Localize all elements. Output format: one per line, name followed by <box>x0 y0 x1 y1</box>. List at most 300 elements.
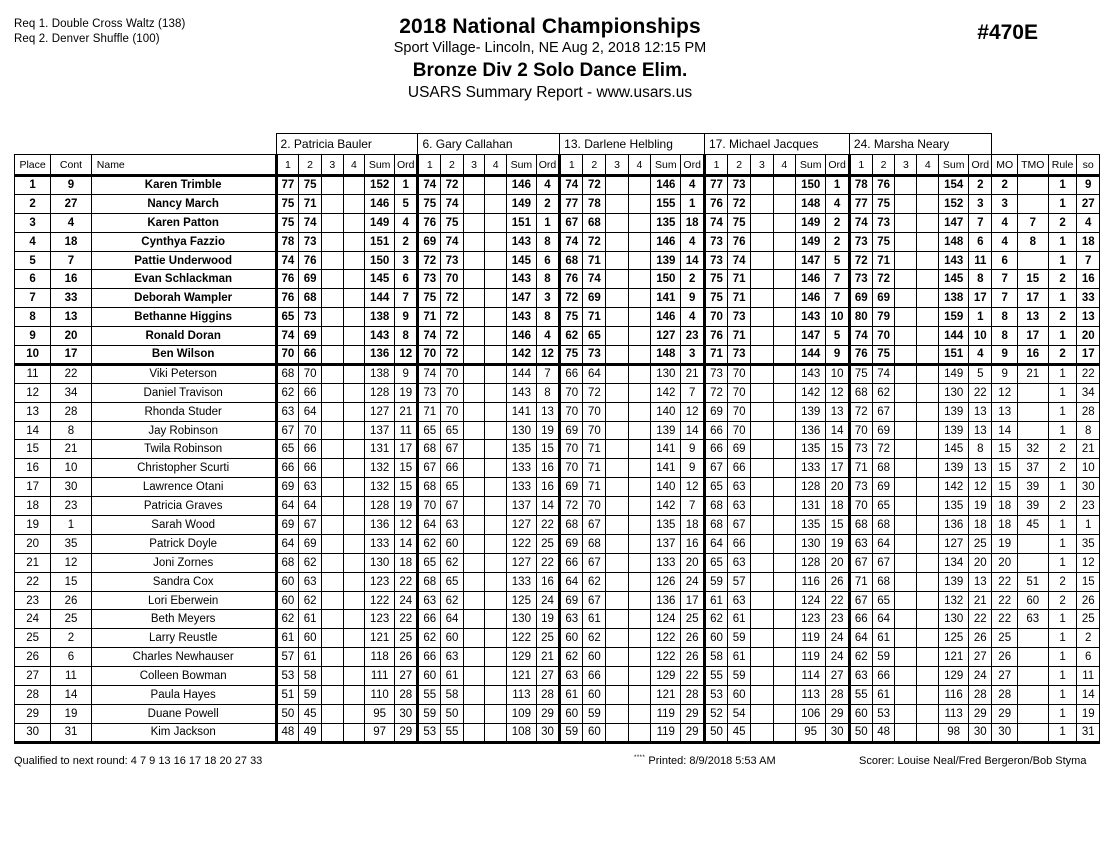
row-j2-s1: 62 <box>560 648 583 667</box>
row-j2-sum: 146 <box>651 176 681 195</box>
row-j0-s1: 70 <box>276 346 299 365</box>
row-j1-sum: 121 <box>506 667 536 686</box>
row-name: Nancy March <box>91 194 276 213</box>
row-j0-ord: 28 <box>395 686 418 705</box>
row-j1-s2: 75 <box>441 213 464 232</box>
row-place: 23 <box>15 591 51 610</box>
col-header-j4-1: 1 <box>849 155 872 176</box>
row-j3-s2: 73 <box>728 176 751 195</box>
table-row[interactable] <box>15 516 1100 535</box>
row-j1-s2: 63 <box>441 648 464 667</box>
row-j0-s1: 67 <box>276 421 299 440</box>
row-j1-s1: 68 <box>418 572 441 591</box>
row-j3-s2: 70 <box>728 421 751 440</box>
event-number: #470E <box>977 21 1038 44</box>
row-name: Ben Wilson <box>91 346 276 365</box>
row-j3-s4 <box>773 194 795 213</box>
row-j0-s4 <box>343 572 365 591</box>
row-cont: 13 <box>51 308 92 327</box>
row-j0-s4 <box>343 232 365 251</box>
row-j4-sum: 134 <box>939 553 969 572</box>
row-j0-sum: 128 <box>365 383 395 402</box>
row-j2-s4 <box>628 176 650 195</box>
row-j0-ord: 27 <box>395 667 418 686</box>
col-header-place: Place <box>15 155 51 176</box>
row-j4-sum: 139 <box>939 572 969 591</box>
row-j3-s4 <box>773 591 795 610</box>
row-j0-sum: 143 <box>365 327 395 346</box>
table-row[interactable] <box>15 213 1100 232</box>
col-header-j4-sum: Sum <box>939 155 969 176</box>
row-j0-s3 <box>321 686 343 705</box>
row-mo: 27 <box>992 667 1017 686</box>
judge-band-spacer <box>1017 134 1048 155</box>
row-tmo: 21 <box>1017 364 1048 383</box>
row-j0-s4 <box>343 327 365 346</box>
row-j2-s4 <box>628 686 650 705</box>
table-row[interactable] <box>15 364 1100 383</box>
row-name: Twila Robinson <box>91 440 276 459</box>
row-place: 12 <box>15 383 51 402</box>
row-j2-sum: 119 <box>651 704 681 723</box>
row-j1-ord: 8 <box>536 308 559 327</box>
table-row[interactable] <box>15 478 1100 497</box>
row-j1-s1: 71 <box>418 402 441 421</box>
row-j3-s4 <box>773 686 795 705</box>
scorer-credits: Scorer: Louise Neal/Fred Bergeron/Bob Styma <box>859 755 1087 767</box>
row-j4-s3 <box>895 459 917 478</box>
row-j1-s3 <box>463 327 485 346</box>
row-name: Sarah Wood <box>91 516 276 535</box>
row-j4-s2: 68 <box>872 516 895 535</box>
judge-header-2: 13. Darlene Helbling <box>560 134 705 155</box>
row-j4-s2: 61 <box>872 629 895 648</box>
row-cont: 16 <box>51 270 92 289</box>
row-j1-s3 <box>463 553 485 572</box>
row-j3-s2: 59 <box>728 667 751 686</box>
row-j2-s1: 72 <box>560 289 583 308</box>
row-j3-ord: 4 <box>826 194 850 213</box>
row-j1-ord: 16 <box>536 459 559 478</box>
row-place: 6 <box>15 270 51 289</box>
row-cont: 26 <box>51 591 92 610</box>
row-j1-s2: 62 <box>441 591 464 610</box>
row-j0-s4 <box>343 194 365 213</box>
col-header-j2-4: 4 <box>628 155 650 176</box>
row-so: 20 <box>1077 327 1100 346</box>
table-row[interactable] <box>15 591 1100 610</box>
row-j1-s1: 65 <box>418 553 441 572</box>
row-j4-sum: 147 <box>939 213 969 232</box>
row-j3-sum: 130 <box>796 534 826 553</box>
row-j3-s3 <box>751 591 773 610</box>
row-j2-s2: 61 <box>583 610 606 629</box>
row-tmo <box>1017 194 1048 213</box>
row-j4-s2: 75 <box>872 346 895 365</box>
table-row[interactable] <box>15 667 1100 686</box>
row-j4-ord: 13 <box>969 572 992 591</box>
row-j4-ord: 30 <box>969 723 992 742</box>
table-row[interactable] <box>15 610 1100 629</box>
table-row[interactable] <box>15 497 1100 516</box>
row-name: Kim Jackson <box>91 723 276 742</box>
row-j3-sum: 149 <box>796 213 826 232</box>
row-j4-s4 <box>917 327 939 346</box>
table-row[interactable] <box>15 327 1100 346</box>
row-j0-s3 <box>321 478 343 497</box>
row-j3-ord: 5 <box>826 327 850 346</box>
row-j3-ord: 17 <box>826 459 850 478</box>
row-j2-ord: 18 <box>681 516 705 535</box>
table-row[interactable] <box>15 251 1100 270</box>
row-mo: 6 <box>992 251 1017 270</box>
row-j3-ord: 9 <box>826 346 850 365</box>
row-j4-s3 <box>895 402 917 421</box>
row-j3-ord: 10 <box>826 364 850 383</box>
row-j3-s2: 63 <box>728 478 751 497</box>
row-j2-s2: 62 <box>583 572 606 591</box>
row-j1-ord: 7 <box>536 364 559 383</box>
row-j1-s3 <box>463 232 485 251</box>
row-j0-s4 <box>343 667 365 686</box>
row-j2-s1: 60 <box>560 704 583 723</box>
row-j0-ord: 30 <box>395 704 418 723</box>
row-j4-s2: 75 <box>872 232 895 251</box>
table-row[interactable] <box>15 648 1100 667</box>
col-header-j0-1: 1 <box>276 155 299 176</box>
row-j2-s2: 71 <box>583 478 606 497</box>
row-j4-sum: 98 <box>939 723 969 742</box>
row-j2-ord: 7 <box>681 383 705 402</box>
row-j4-s3 <box>895 232 917 251</box>
col-header-j2-ord: Ord <box>681 155 705 176</box>
row-j0-s3 <box>321 667 343 686</box>
row-j3-sum: 149 <box>796 232 826 251</box>
row-j0-s1: 74 <box>276 251 299 270</box>
judge-header-3: 17. Michael Jacques <box>704 134 849 155</box>
row-j2-ord: 23 <box>681 327 705 346</box>
report-subtitle: USARS Summary Report - www.usars.us <box>407 83 693 101</box>
row-j1-ord: 24 <box>536 591 559 610</box>
row-j0-s3 <box>321 648 343 667</box>
row-tmo <box>1017 686 1048 705</box>
row-j1-s2: 65 <box>441 421 464 440</box>
row-j2-ord: 17 <box>681 591 705 610</box>
row-cont: 30 <box>51 478 92 497</box>
row-place: 7 <box>15 289 51 308</box>
row-j1-s2: 58 <box>441 686 464 705</box>
row-j1-s2: 74 <box>441 232 464 251</box>
row-rule: 1 <box>1048 251 1077 270</box>
row-place: 16 <box>15 459 51 478</box>
row-j3-ord: 26 <box>826 572 850 591</box>
row-tmo <box>1017 176 1048 195</box>
row-j3-ord: 15 <box>826 516 850 535</box>
row-j1-s2: 65 <box>441 572 464 591</box>
col-header-j1-3: 3 <box>463 155 485 176</box>
row-j4-s1: 63 <box>849 667 872 686</box>
table-row[interactable] <box>15 270 1100 289</box>
row-j1-s3 <box>463 364 485 383</box>
row-so: 28 <box>1077 402 1100 421</box>
row-j1-s3 <box>463 667 485 686</box>
table-row[interactable] <box>15 553 1100 572</box>
row-j4-s2: 48 <box>872 723 895 742</box>
row-cont: 6 <box>51 648 92 667</box>
row-j1-ord: 13 <box>536 402 559 421</box>
row-j2-sum: 141 <box>651 289 681 308</box>
row-j2-ord: 14 <box>681 421 705 440</box>
row-j3-s3 <box>751 364 773 383</box>
row-mo: 29 <box>992 704 1017 723</box>
row-j2-ord: 28 <box>681 686 705 705</box>
row-j0-ord: 25 <box>395 629 418 648</box>
row-rule: 1 <box>1048 478 1077 497</box>
row-j1-s1: 63 <box>418 591 441 610</box>
row-j3-s4 <box>773 553 795 572</box>
row-place: 24 <box>15 610 51 629</box>
row-j0-sum: 122 <box>365 591 395 610</box>
row-j4-sum: 145 <box>939 270 969 289</box>
row-j0-s4 <box>343 270 365 289</box>
table-row[interactable] <box>15 572 1100 591</box>
row-j2-s2: 70 <box>583 421 606 440</box>
table-row[interactable] <box>15 194 1100 213</box>
row-j4-s4 <box>917 213 939 232</box>
row-j1-sum: 113 <box>506 686 536 705</box>
row-j2-s1: 75 <box>560 346 583 365</box>
row-j3-sum: 95 <box>796 723 826 742</box>
row-tmo <box>1017 553 1048 572</box>
row-j0-s1: 69 <box>276 516 299 535</box>
row-j1-sum: 122 <box>506 629 536 648</box>
judge-header-4: 24. Marsha Neary <box>849 134 992 155</box>
row-j2-s3 <box>606 572 628 591</box>
row-j4-s3 <box>895 289 917 308</box>
row-j1-s1: 72 <box>418 251 441 270</box>
row-j4-sum: 139 <box>939 459 969 478</box>
col-header-j1-2: 2 <box>441 155 464 176</box>
row-j0-s2: 49 <box>299 723 322 742</box>
row-j0-s2: 66 <box>299 440 322 459</box>
row-j2-s2: 70 <box>583 402 606 421</box>
row-j4-s3 <box>895 213 917 232</box>
row-j3-s4 <box>773 534 795 553</box>
row-j3-ord: 22 <box>826 591 850 610</box>
row-j4-s2: 67 <box>872 402 895 421</box>
row-j0-sum: 123 <box>365 610 395 629</box>
judge-band-spacer <box>992 134 1017 155</box>
row-j4-s2: 59 <box>872 648 895 667</box>
table-row[interactable] <box>15 534 1100 553</box>
row-j3-s2: 59 <box>728 629 751 648</box>
row-j4-ord: 6 <box>969 232 992 251</box>
row-j0-s4 <box>343 704 365 723</box>
row-j1-s3 <box>463 270 485 289</box>
row-j1-sum: 133 <box>506 459 536 478</box>
row-j3-s4 <box>773 327 795 346</box>
row-rule: 2 <box>1048 591 1077 610</box>
row-j3-s3 <box>751 648 773 667</box>
row-j4-s3 <box>895 497 917 516</box>
row-j0-sum: 150 <box>365 251 395 270</box>
table-row[interactable] <box>15 383 1100 402</box>
row-j4-s4 <box>917 704 939 723</box>
row-j4-ord: 25 <box>969 534 992 553</box>
row-cont: 33 <box>51 289 92 308</box>
row-tmo <box>1017 421 1048 440</box>
row-cont: 31 <box>51 723 92 742</box>
row-j3-s1: 64 <box>704 534 727 553</box>
row-j1-s3 <box>463 346 485 365</box>
col-header-j2-1: 1 <box>560 155 583 176</box>
table-row[interactable] <box>15 232 1100 251</box>
col-header-j1-4: 4 <box>485 155 507 176</box>
row-place: 28 <box>15 686 51 705</box>
row-j2-ord: 9 <box>681 459 705 478</box>
table-row[interactable] <box>15 686 1100 705</box>
row-name: Colleen Bowman <box>91 667 276 686</box>
table-row[interactable] <box>15 440 1100 459</box>
row-j1-sum: 151 <box>506 213 536 232</box>
row-j4-s2: 62 <box>872 383 895 402</box>
row-j1-sum: 142 <box>506 346 536 365</box>
row-j3-ord: 7 <box>826 270 850 289</box>
row-j3-sum: 136 <box>796 421 826 440</box>
table-row[interactable] <box>15 289 1100 308</box>
row-j2-s1: 70 <box>560 440 583 459</box>
row-j2-s4 <box>628 534 650 553</box>
row-j4-s3 <box>895 364 917 383</box>
row-mo: 20 <box>992 553 1017 572</box>
row-j0-s2: 75 <box>299 176 322 195</box>
row-j4-ord: 11 <box>969 251 992 270</box>
row-j2-sum: 137 <box>651 534 681 553</box>
row-j1-s4 <box>485 421 507 440</box>
table-row[interactable] <box>15 346 1100 365</box>
row-j3-ord: 20 <box>826 553 850 572</box>
row-j0-sum: 152 <box>365 176 395 195</box>
row-j2-s3 <box>606 686 628 705</box>
row-j4-s3 <box>895 346 917 365</box>
table-row[interactable] <box>15 421 1100 440</box>
table-row[interactable] <box>15 723 1100 742</box>
row-place: 8 <box>15 308 51 327</box>
row-j4-ord: 7 <box>969 213 992 232</box>
row-j2-s4 <box>628 478 650 497</box>
row-j3-s3 <box>751 723 773 742</box>
row-j0-s1: 68 <box>276 364 299 383</box>
row-j2-sum: 129 <box>651 667 681 686</box>
row-j1-ord: 4 <box>536 327 559 346</box>
row-j1-sum: 125 <box>506 591 536 610</box>
row-j1-s4 <box>485 176 507 195</box>
row-j3-sum: 114 <box>796 667 826 686</box>
row-j1-sum: 109 <box>506 704 536 723</box>
row-name: Karen Trimble <box>91 176 276 195</box>
header-title-block <box>0 16 1100 100</box>
table-row[interactable] <box>15 629 1100 648</box>
table-row[interactable] <box>15 402 1100 421</box>
row-name: Pattie Underwood <box>91 251 276 270</box>
row-j4-ord: 13 <box>969 402 992 421</box>
row-mo: 4 <box>992 213 1017 232</box>
row-j2-s3 <box>606 459 628 478</box>
row-tmo <box>1017 629 1048 648</box>
row-j0-s4 <box>343 383 365 402</box>
row-j4-s4 <box>917 572 939 591</box>
row-j1-s3 <box>463 534 485 553</box>
col-header-j0-3: 3 <box>321 155 343 176</box>
row-j1-s4 <box>485 478 507 497</box>
row-place: 29 <box>15 704 51 723</box>
row-j1-s4 <box>485 194 507 213</box>
row-j4-s2: 61 <box>872 686 895 705</box>
row-j1-sum: 129 <box>506 648 536 667</box>
row-j2-s3 <box>606 327 628 346</box>
row-place: 2 <box>15 194 51 213</box>
row-j1-s3 <box>463 686 485 705</box>
row-j2-s2: 70 <box>583 497 606 516</box>
row-j4-ord: 12 <box>969 478 992 497</box>
table-row[interactable] <box>15 704 1100 723</box>
row-j3-s3 <box>751 459 773 478</box>
row-j3-s4 <box>773 421 795 440</box>
row-j4-ord: 28 <box>969 686 992 705</box>
col-header-j4-ord: Ord <box>969 155 992 176</box>
table-row[interactable] <box>15 308 1100 327</box>
row-j3-s3 <box>751 402 773 421</box>
row-j3-s4 <box>773 610 795 629</box>
row-j4-sum: 159 <box>939 308 969 327</box>
row-j4-s3 <box>895 704 917 723</box>
row-j3-s3 <box>751 251 773 270</box>
row-j2-s2: 60 <box>583 723 606 742</box>
row-j2-s4 <box>628 251 650 270</box>
row-j3-s4 <box>773 308 795 327</box>
row-j3-ord: 18 <box>826 497 850 516</box>
row-j1-sum: 145 <box>506 251 536 270</box>
row-j1-s3 <box>463 704 485 723</box>
row-j3-s4 <box>773 648 795 667</box>
row-j4-sum: 145 <box>939 440 969 459</box>
row-j0-s2: 76 <box>299 251 322 270</box>
col-header-so: so <box>1077 155 1100 176</box>
row-j1-s2: 50 <box>441 704 464 723</box>
row-j0-s3 <box>321 346 343 365</box>
row-name: Joni Zornes <box>91 553 276 572</box>
row-j0-sum: 131 <box>365 440 395 459</box>
row-j1-s4 <box>485 402 507 421</box>
row-j3-sum: 139 <box>796 402 826 421</box>
printed-text: Printed: 8/9/2018 5:53 AM <box>648 755 776 767</box>
table-row[interactable] <box>15 459 1100 478</box>
table-row[interactable] <box>15 176 1100 195</box>
row-j4-s3 <box>895 194 917 213</box>
row-j0-sum: 118 <box>365 648 395 667</box>
row-j3-s1: 60 <box>704 629 727 648</box>
row-j2-s2: 67 <box>583 516 606 535</box>
row-j2-ord: 4 <box>681 232 705 251</box>
row-j3-s2: 45 <box>728 723 751 742</box>
row-place: 3 <box>15 213 51 232</box>
row-j1-s4 <box>485 572 507 591</box>
row-j3-ord: 24 <box>826 629 850 648</box>
row-j4-s1: 69 <box>849 289 872 308</box>
row-so: 27 <box>1077 194 1100 213</box>
row-j2-s4 <box>628 667 650 686</box>
row-j0-s4 <box>343 308 365 327</box>
